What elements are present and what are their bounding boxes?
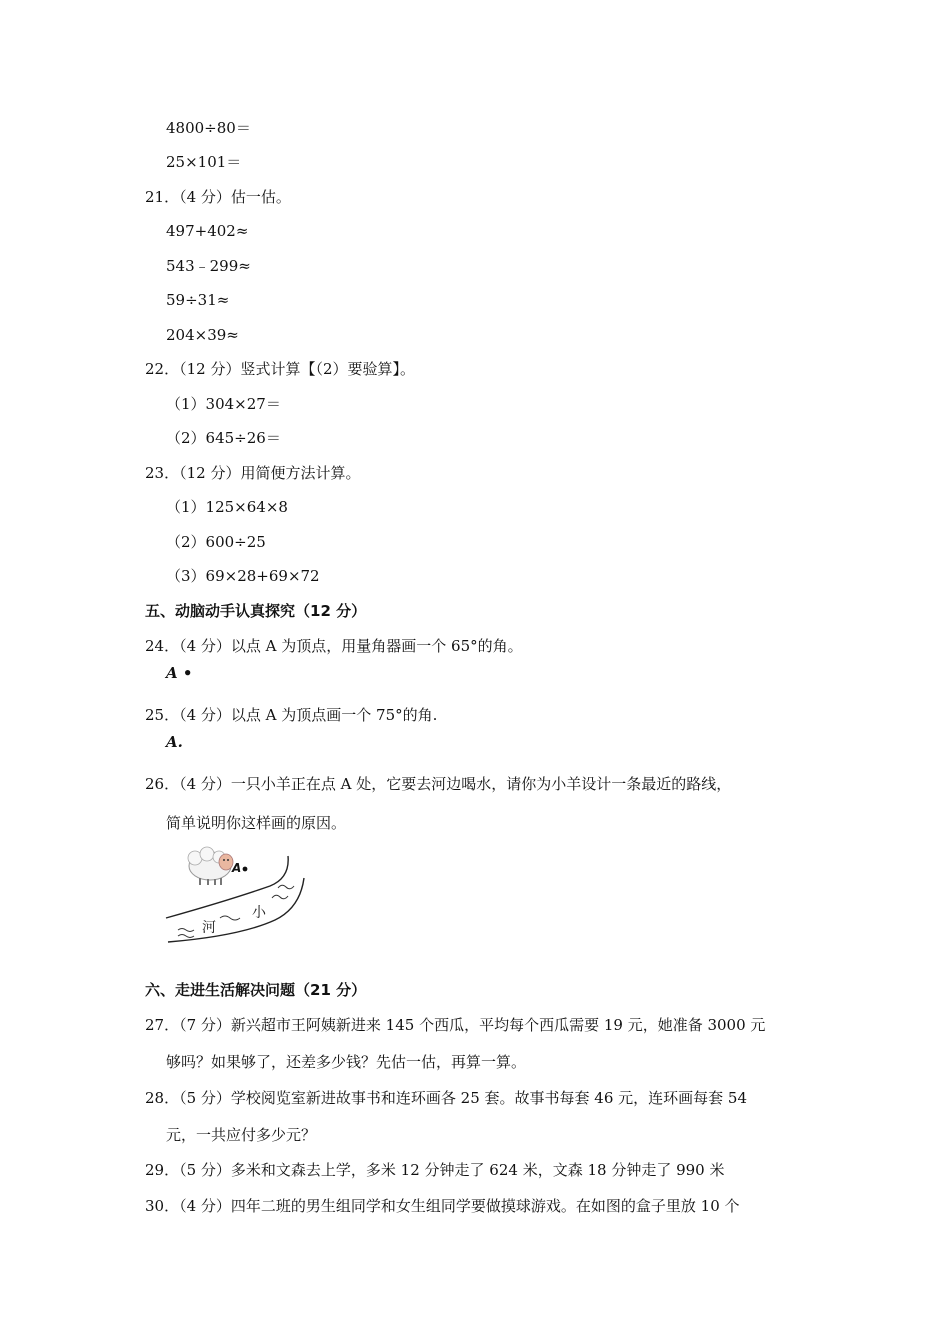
point-label: A (232, 861, 242, 875)
text-line: （1）304×27＝ (166, 395, 281, 413)
text-line: 4800÷80＝ (166, 119, 251, 137)
text-line: （3）69×28+69×72 (166, 567, 320, 585)
text-line: （2）645÷26＝ (166, 429, 281, 447)
question-29: 29．（5 分）多米和文森去上学，多米 12 分钟走了 624 米，文森 18 分钟走了 990 米 (145, 1161, 725, 1179)
question-22: 22．（12 分）竖式计算【（2）要验算】。 (145, 360, 415, 378)
question-23: 23．（12 分）用简便方法计算。 (145, 464, 361, 482)
river-label: 小 (252, 905, 266, 921)
question-24: 24．（4 分）以点 A 为顶点，用量角器画一个 65°的角。 (145, 637, 523, 655)
question-28: 28．（5 分）学校阅览室新进故事书和连环画各 25 套。故事书每套 46 元，连环画每套 54 (145, 1089, 748, 1107)
text-line: 497+402≈ (166, 222, 249, 240)
text-line: 543﹣299≈ (166, 257, 251, 275)
text-line: 够吗？如果够了，还差多少钱？先估一估，再算一算。 (166, 1053, 527, 1071)
text-line: 简单说明你这样画的原因。 (166, 814, 347, 832)
text-line: 204×39≈ (166, 326, 239, 344)
question-26: 26．（4 分）一只小羊正在点 A 处，它要去河边喝水，请你为小羊设计一条最近的路线， (145, 775, 732, 793)
question-30: 30．（4 分）四年二班的男生组同学和女生组同学要做摸球游戏。在如图的盒子里放 10 个 (145, 1197, 740, 1215)
text-line: （1）125×64×8 (166, 498, 288, 516)
river-label: 河 (202, 920, 216, 936)
text-line: 元，一共应付多少元？ (166, 1126, 317, 1144)
section-heading: 五、动脑动手认真探究（12 分） (145, 602, 367, 620)
point-a: A • (166, 664, 193, 682)
text-line: （2）600÷25 (166, 533, 266, 551)
sheep-river-figure (160, 838, 320, 948)
sheep-icon (188, 847, 233, 885)
text-line: 59÷31≈ (166, 291, 230, 309)
question-27: 27．（7 分）新兴超市王阿姨新进来 145 个西瓜，平均每个西瓜需要 19 元，她准备 3000 元 (145, 1016, 766, 1034)
text-line: 25×101＝ (166, 153, 242, 171)
question-25: 25．（4 分）以点 A 为顶点画一个 75°的角. (145, 706, 438, 724)
point-a: A. (166, 733, 183, 751)
question-21: 21．（4 分）估一估。 (145, 188, 291, 206)
section-heading: 六、走进生活解决问题（21 分） (145, 981, 367, 999)
